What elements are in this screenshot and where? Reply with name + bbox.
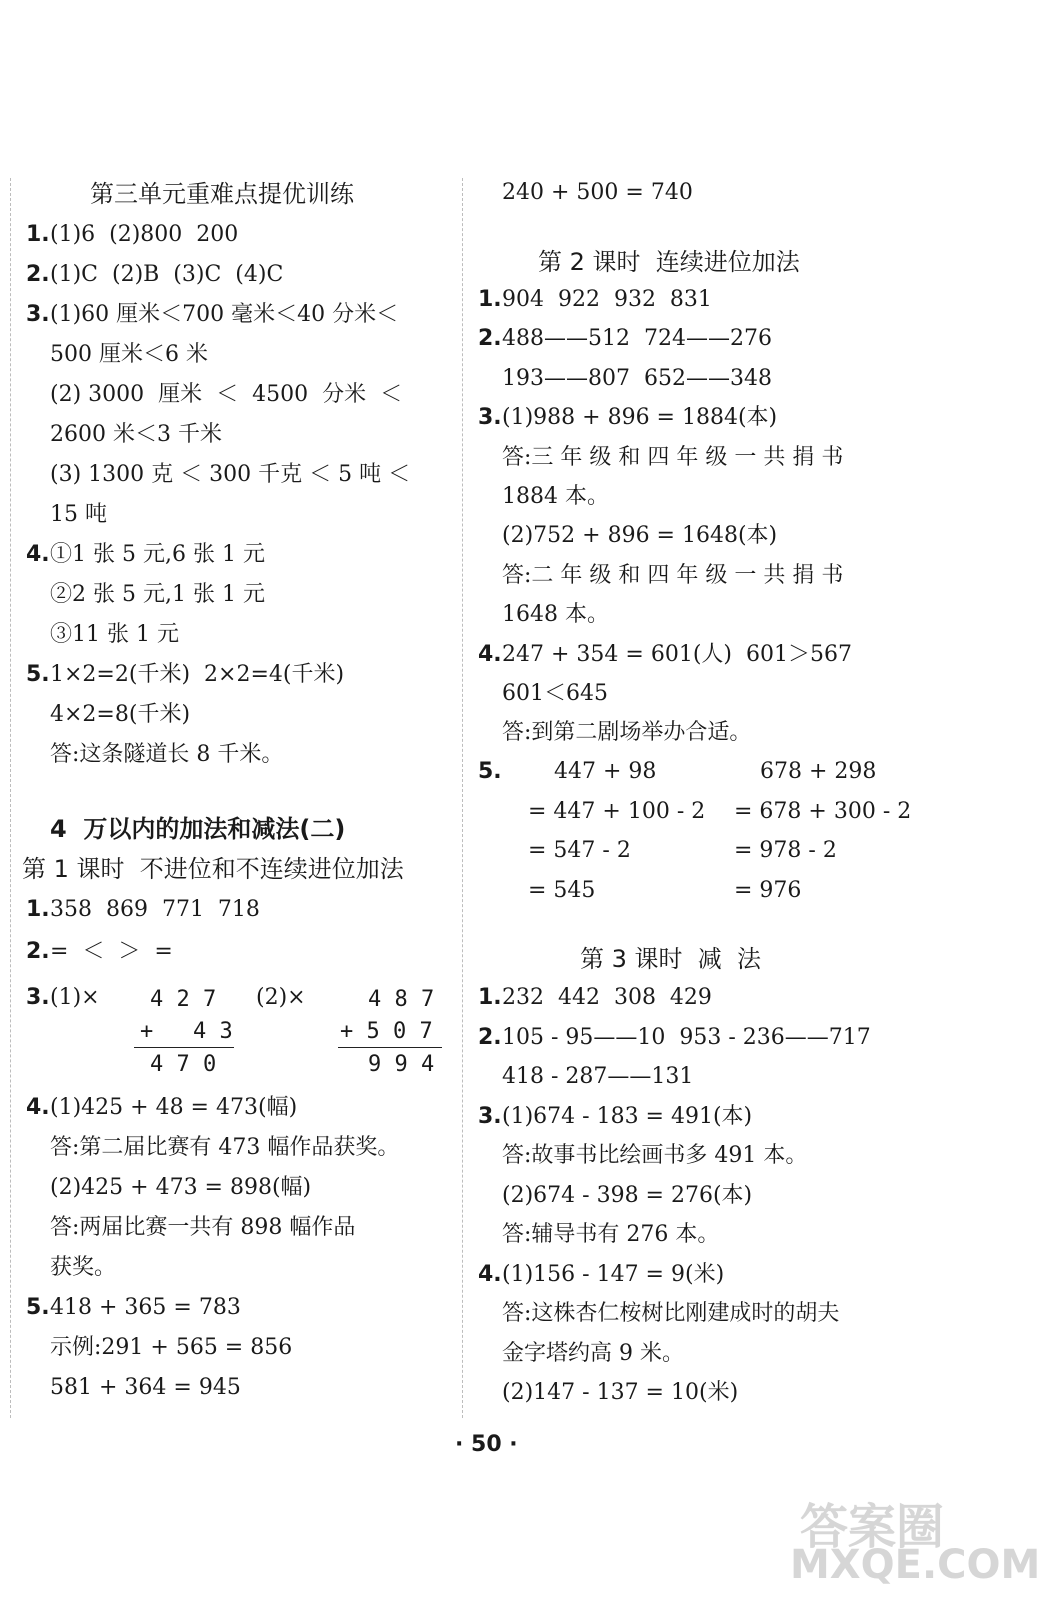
item-number: 4. (26, 1095, 50, 1120)
item-number: 5. (26, 1295, 50, 1320)
q3-b-top: 4 8 7 (368, 987, 435, 1012)
answer-line: (2)147 - 137 = 10(米) (502, 1380, 739, 1405)
answer-line: 答:两届比赛一共有 898 幅作品 (50, 1215, 356, 1240)
q3-number: 3. (26, 985, 50, 1010)
answer-line: 581 + 364 = 945 (50, 1375, 241, 1400)
answer-line: (2)752 + 896 = 1648(本) (502, 523, 778, 549)
column-divider-middle (462, 178, 463, 1418)
answer-line: 105 - 95——10 953 - 236——717 (502, 1024, 871, 1050)
answer-line: 358 869 771 718 (50, 897, 260, 922)
q5-step: = 978 - 2 (734, 838, 837, 863)
answer-line: 答:故事书比绘画书多 491 本。 (502, 1143, 808, 1168)
item-number: 3. (478, 1103, 502, 1129)
answer-line: (1)C (2)B (3)C (4)C (50, 262, 284, 287)
q3-a-add: + 4 3 (140, 1019, 233, 1044)
answer-line: (2)674 - 398 = 276(本) (502, 1182, 753, 1208)
answer-line: (1)674 - 183 = 491(本) (502, 1103, 753, 1129)
section-title: 4 万以内的加法和减法(二) (50, 815, 346, 843)
q5-step: = 976 (734, 877, 802, 903)
unit-review-heading: 第三单元重难点提优训练 (90, 180, 354, 208)
answer-line: 418 - 287——131 (502, 1064, 694, 1089)
item-number: 1. (478, 985, 502, 1010)
answer-line: (2) 3000 厘米 ＜ 4500 分米 ＜ (50, 382, 403, 407)
answer-line: (1)6 (2)800 200 (50, 222, 239, 247)
answer-line: 247 + 354 = 601(人) 601＞567 (502, 641, 852, 667)
item-number: 4. (478, 641, 502, 667)
answer-line: 获奖。 (50, 1255, 117, 1280)
q5-step: 447 + 98 (554, 759, 657, 784)
item-number: 3. (26, 302, 50, 327)
lesson1-title: 第 1 课时 不进位和不连续进位加法 (22, 855, 404, 883)
item-number: 2. (478, 326, 502, 352)
answer-line: (2)425 + 473 = 898(幅) (50, 1175, 312, 1200)
answer-line: 418 + 365 = 783 (50, 1295, 241, 1320)
answer-line: ①1 张 5 元,6 张 1 元 (50, 542, 265, 567)
q3-a-rule (134, 1047, 234, 1048)
q3-b-result: 9 9 4 (368, 1052, 435, 1077)
column-divider-left (10, 178, 11, 1418)
q5-step: = 678 + 300 - 2 (734, 798, 912, 824)
answer-line: 232 442 308 429 (502, 985, 712, 1010)
answer-line: (1)425 + 48 = 473(幅) (50, 1095, 298, 1120)
item-number: 1. (478, 287, 502, 312)
item-number: 5. (26, 662, 50, 687)
answer-line: 601＜645 (502, 681, 608, 706)
answer-line: 示例:291 + 565 = 856 (50, 1335, 293, 1360)
answer-line: 答:辅导书有 276 本。 (502, 1222, 720, 1247)
answer-line: (1)988 + 896 = 1884(本) (502, 405, 778, 431)
answer-line: 答:这株杏仁桉树比刚建成时的胡夫 (502, 1301, 840, 1326)
answer-line: 答:二 年 级 和 四 年 级 一 共 捐 书 (502, 562, 844, 588)
q5-number: 5. (478, 759, 502, 784)
answer-line: 500 厘米＜6 米 (50, 342, 208, 367)
answer-line: 193——807 652——348 (502, 365, 772, 391)
item-number: 4. (478, 1261, 502, 1287)
answer-line: ③11 张 1 元 (50, 622, 179, 647)
q5-step: 678 + 298 (760, 759, 877, 784)
answer-line: 488——512 724——276 (502, 326, 772, 352)
answer-line: 15 吨 (50, 502, 107, 527)
q3-b-add: + 5 0 7 (340, 1019, 433, 1044)
q3-a-label: (1)× (50, 985, 100, 1010)
q3-b-label: (2)× (256, 985, 306, 1010)
answer-line: 答:三 年 级 和 四 年 级 一 共 捐 书 (502, 444, 844, 470)
answer-line: 2600 米＜3 千米 (50, 422, 222, 447)
answer-line: ②2 张 5 元,1 张 1 元 (50, 582, 265, 607)
answer-line: 1884 本。 (502, 484, 609, 509)
answer-line: 1×2=2(千米) 2×2=4(千米) (50, 662, 345, 687)
lesson2-title: 第 2 课时 连续进位加法 (538, 248, 800, 276)
watermark-logo: 答案圈 (800, 1499, 945, 1555)
q5-step: = 447 + 100 - 2 (528, 798, 706, 824)
q5-step: = 545 (528, 877, 596, 903)
item-number: 1. (26, 222, 50, 247)
answer-line: (1)60 厘米＜700 毫米＜40 分米＜ (50, 302, 399, 327)
item-number: 4. (26, 542, 50, 567)
answer-line: (1)156 - 147 = 9(米) (502, 1261, 725, 1287)
answer-line: = ＜ ＞ = (50, 939, 173, 964)
lesson3-title: 第 3 课时 减 法 (580, 945, 762, 973)
answer-line: 金字塔约高 9 米。 (502, 1340, 684, 1366)
answer-line: 答:到第二剧场举办合适。 (502, 720, 752, 746)
item-number: 2. (26, 262, 50, 287)
watermark-url: MXQE.COM (790, 1542, 1040, 1588)
answer-line: 答:第二届比赛有 473 幅作品获奖。 (50, 1135, 400, 1160)
page-number: · 50 · (455, 1432, 518, 1457)
q3-b-rule (338, 1047, 442, 1048)
item-number: 2. (26, 939, 50, 964)
answer-line: 答:这条隧道长 8 千米。 (50, 742, 284, 767)
q5-step: = 547 - 2 (528, 838, 631, 863)
q3-a-result: 4 7 0 (150, 1052, 217, 1077)
item-number: 3. (478, 405, 502, 431)
item-number: 2. (478, 1024, 502, 1050)
carryover-line: 240 + 500 = 740 (502, 180, 693, 205)
answer-line: 4×2=8(千米) (50, 702, 191, 727)
answer-line: 1648 本。 (502, 602, 609, 628)
answer-line: (3) 1300 克 ＜ 300 千克 ＜ 5 吨 ＜ (50, 462, 411, 487)
q3-a-top: 4 2 7 (150, 987, 217, 1012)
item-number: 1. (26, 897, 50, 922)
answer-line: 904 922 932 831 (502, 287, 712, 312)
